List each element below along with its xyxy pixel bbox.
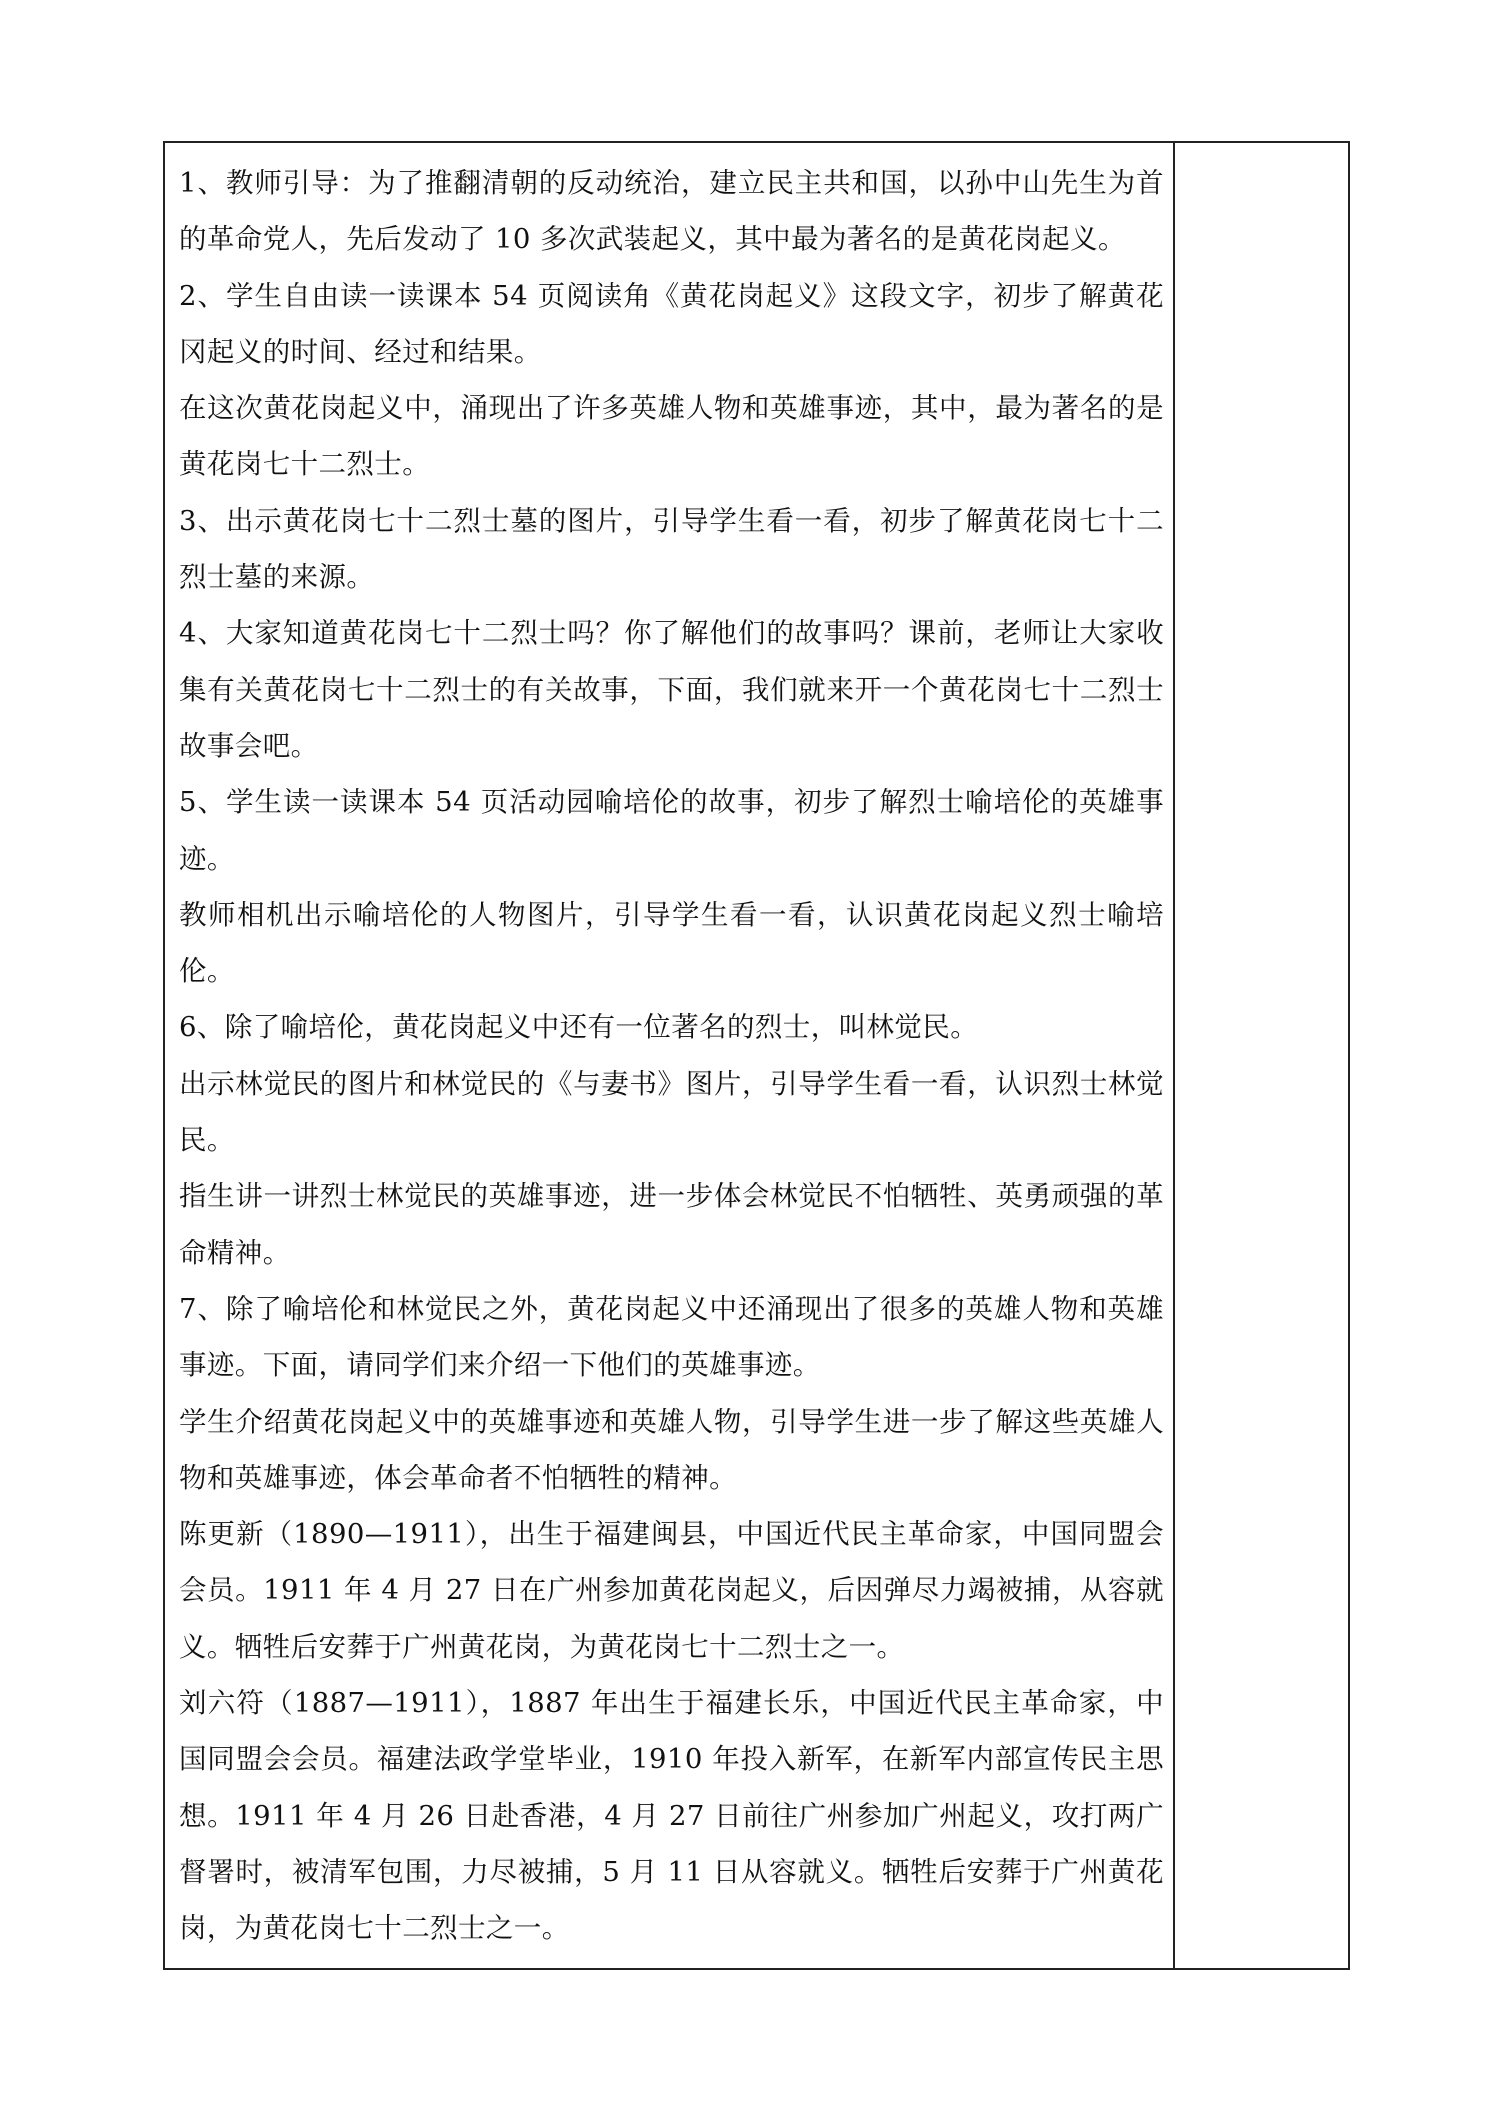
lesson-content-cell [179, 155, 1164, 1968]
paragraph-step-4: 4、大家知道黄花岗七十二烈士吗？你了解他们的故事吗？课前，老师让大家收集有关黄花岗七十二烈士的有关故事，下面，我们就来开一个黄花岗七十二烈士故事会吧。 [179, 617, 1164, 762]
paragraph-students-introduce: 学生介绍黄花岗起义中的英雄事迹和英雄人物，引导学生进一步了解这些英雄人物和英雄事迹，体会革命者不怕牺牲的精神。 [179, 1405, 1164, 1494]
paragraph-step-1: 1、教师引导：为了推翻清朝的反动统治，建立民主共和国，以孙中山先生为首的革命党人，先后发动了 10 多次武装起义，其中最为著名的是黄花岗起义。 [179, 167, 1164, 256]
paragraph-heroes-intro: 在这次黄花岗起义中，涌现出了许多英雄人物和英雄事迹，其中，最为著名的是黄花岗七十二烈士。 [179, 392, 1164, 481]
paragraph-lin-juemin-story: 指生讲一讲烈士林觉民的英雄事迹，进一步体会林觉民不怕牺牲、英勇顽强的革命精神。 [179, 1180, 1164, 1269]
column-divider [1173, 143, 1175, 1968]
lesson-table [163, 141, 1350, 1970]
paragraph-step-5: 5、学生读一读课本 54 页活动园喻培伦的故事，初步了解烈士喻培伦的英雄事迹。 [179, 786, 1164, 875]
notes-cell [1177, 143, 1348, 1968]
paragraph-step-6: 6、除了喻培伦，黄花岗起义中还有一位著名的烈士，叫林觉民。 [179, 1011, 979, 1044]
paragraph-step-2: 2、学生自由读一读课本 54 页阅读角《黄花岗起义》这段文字，初步了解黄花冈起义的时间、经过和结果。 [179, 279, 1164, 368]
paragraph-chen-gengxin: 陈更新（1890—1911），出生于福建闽县，中国近代民主革命家，中国同盟会会员。1911 年 4 月 27 日在广州参加黄花岗起义，后因弹尽力竭被捕，从容就义。牺牲后安葬于广州黄花岗，为黄花岗七十二烈士之一。 [179, 1518, 1164, 1663]
paragraph-lin-juemin-picture: 出示林觉民的图片和林觉民的《与妻书》图片，引导学生看一看，认识烈士林觉民。 [179, 1067, 1164, 1157]
paragraph-step-3: 3、出示黄花岗七十二烈士墓的图片，引导学生看一看，初步了解黄花岗七十二烈士墓的来源。 [179, 504, 1164, 594]
paragraph-step-7: 7、除了喻培伦和林觉民之外，黄花岗起义中还涌现出了很多的英雄人物和英雄事迹。下面，请同学们来介绍一下他们的英雄事迹。 [179, 1292, 1164, 1382]
paragraph-liu-liufu: 刘六符（1887—1911），1887 年出生于福建长乐，中国近代民主革命家，中国同盟会会员。福建法政学堂毕业，1910 年投入新军，在新军内部宣传民主思想。1911 年 4 月 26 日赴香港，4 月 27 日前往广州参加广州起义，攻打两广督署时，被清军包围，力尽被捕，5 月 11 日从容就义。牺牲后安葬于广州黄花岗，为黄花岗七十二烈士之一。 [179, 1687, 1164, 1945]
paragraph-yu-peilun-picture: 教师相机出示喻培伦的人物图片，引导学生看一看，认识黄花岗起义烈士喻培伦。 [179, 898, 1164, 988]
